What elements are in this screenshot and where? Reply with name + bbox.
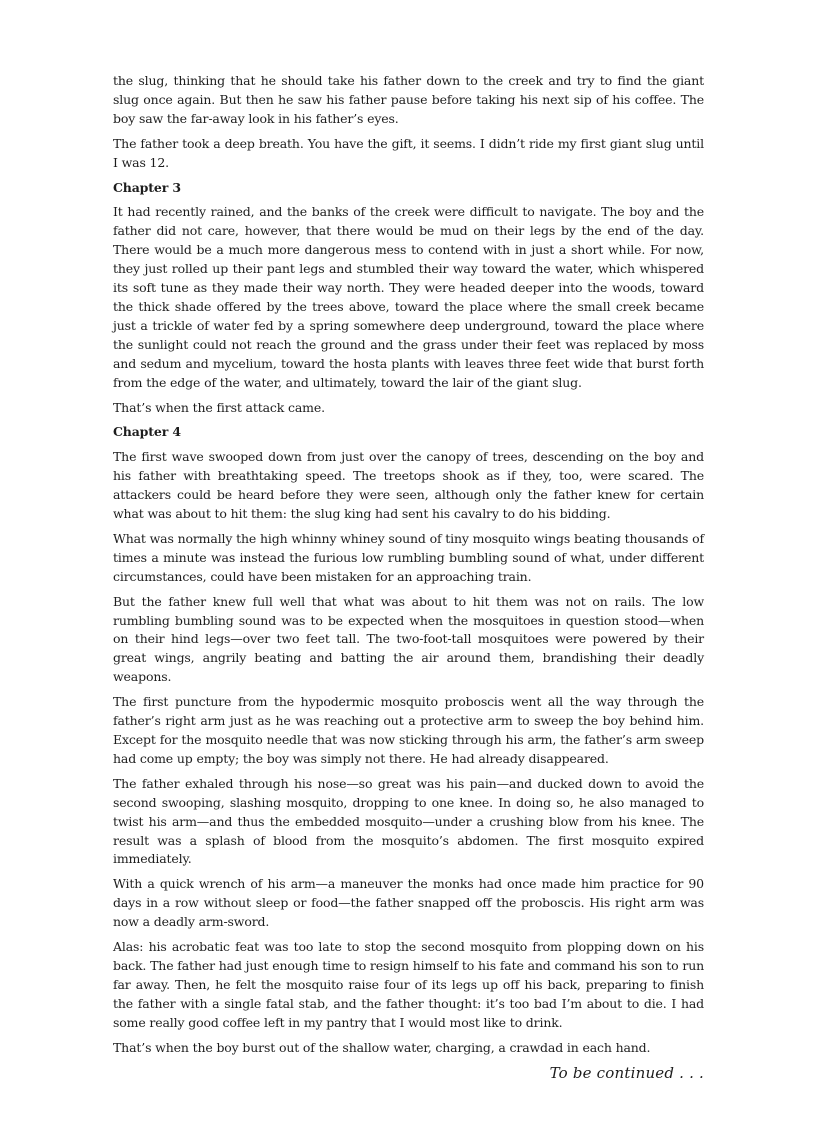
chapter-3-heading: Chapter 3 — [113, 179, 181, 195]
chapter-4-paragraph-4: The first puncture from the hypodermic mosquito proboscis went all the way through the father’s right arm just as he was reaching out a protective arm to sweep the boy behind him. Except for the mosquito needle that was now sticking through his arm, the father’s arm sweep had come up empty; the boy was simply not there. He had already disappeared. — [113, 694, 704, 766]
chapter-3-paragraph-1: It had recently rained, and the banks of the creek were difficult to navigate. The boy and the father did not care, however, that there would be mud on their legs by the end of the day. There would be a much more dangerous mess to contend with in just a short while. For now, they just rolled up their pant legs and stumbled their way toward the water, which whispered its soft tune as they made their way north. They were headed deeper into the woods, toward the thick shade offered by the trees above, toward the place where the small creek became just a trickle of water fed by a spring somewhere deep underground, toward the place where the sunlight could not reach the ground and the grass under their feet was replaced by moss and sedum and mycelium, toward the hosta plants with leaves three feet wide that burst forth from the edge of the water, and ultimately, toward the lair of the giant slug. — [113, 204, 704, 390]
body-text — [113, 72, 704, 1088]
chapter-4-paragraph-8: That’s when the boy burst out of the shallow water, charging, a crawdad in each hand. — [113, 1039, 651, 1055]
intro-paragraph-1: the slug, thinking that he should take his father down to the creek and try to find the giant slug once again. But then he saw his father pause before taking his next sip of his coffee. The boy saw the far-away look in his father’s eyes. — [113, 73, 704, 126]
chapter-3-paragraph-2: That’s when the first attack came. — [113, 399, 325, 415]
chapter-4-paragraph-7: Alas: his acrobatic feat was too late to stop the second mosquito from plopping down on his back. The father had just enough time to resign himself to his fate and command his son to run far away. Then, he felt the mosquito raise four of its legs up off his back, preparing to finish the father with a single fatal stab, and the father thought: it’s too bad I’m about to die. I had some really good coffee left in my pantry that I would most like to drink. — [113, 939, 704, 1030]
chapter-4-paragraph-1: The first wave swooped down from just over the canopy of trees, descending on the boy and his father with breathtaking speed. The treetops shook as if they, too, were scared. The attackers could be heard before they were seen, although only the father knew for certain what was about to hit them: the slug king had sent his cavalry to do his bidding. — [113, 449, 704, 522]
chapter-4-paragraph-6: With a quick wrench of his arm—a maneuver the monks had once made him practice for 90 days in a row without sleep or food—the father snapped off the proboscis. His right arm was now a deadly arm-sword. — [113, 876, 704, 930]
chapter-4-paragraph-5: The father exhaled through his nose—so great was his pain—and ducked down to avoid the second swooping, slashing mosquito, dropping to one knee. In doing so, he also managed to twist his arm—and thus the embedded mosquito—under a crushing blow from his knee. The result was a splash of blood from the mosquito’s abdomen. The first mosquito expired immediately. — [113, 775, 704, 867]
chapter-4-heading: Chapter 4 — [113, 424, 181, 440]
to-be-continued: To be continued . . . — [549, 1063, 704, 1082]
chapter-4-paragraph-3: But the father knew full well that what was about to hit them was not on rails. The low rumbling bumbling sound was to be expected when the mosquitoes in question stood—when on their hind legs—over two feet tall. The two-foot-tall mosquitoes were powered by their great wings, angrily beating and batting the air around them, brandishing their deadly weapons. — [113, 593, 704, 685]
intro-paragraph-2: The father took a deep breath. You have the gift, it seems. I didn’t ride my first giant slug until I was 12. — [113, 135, 704, 170]
chapter-4-paragraph-2: What was normally the high whinny whiney sound of tiny mosquito wings beating thousands of times a minute was instead the furious low rumbling bumbling sound of what, under different circumstances, could have been mistaken for an approaching train. — [113, 530, 704, 584]
